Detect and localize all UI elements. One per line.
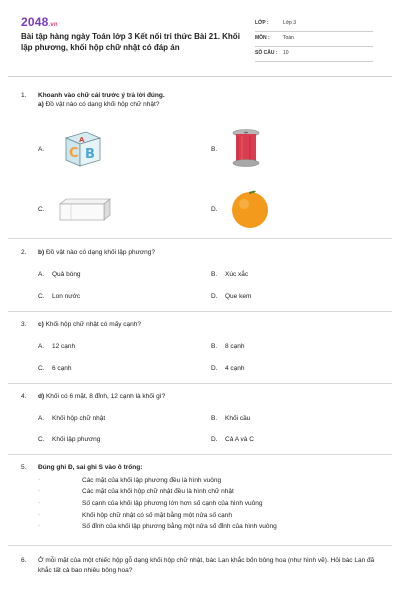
statement-text: Các mặt của khối lập phương đều là hình vuông [82,477,222,484]
question-label: b) [38,249,45,256]
option-text: Que kem [225,293,252,300]
option-text: 8 cạnh [225,343,245,350]
q3-option-b[interactable] [211,343,245,350]
question-body: Đồ vật nào có dạng khối lập phương? [45,249,156,256]
question-body: Khối hộp chữ nhật có mấy cạnh? [45,321,142,328]
statement-text: Số cạnh của khối lập phương lớn hơn số cạnh của hình vuông [82,500,263,507]
thread-spool-image [230,128,262,168]
option-text: 4 cạnh [225,365,245,372]
question-divider [8,238,392,239]
option-text: Khối hộp chữ nhật [52,415,106,422]
rectangular-eraser-image [58,196,112,222]
q2-option-c[interactable] [38,293,80,300]
orange-fruit-image [230,189,270,229]
question-divider [8,454,392,455]
option-text: Lon nước [52,293,81,300]
statement-text: Các mặt của khối hộp chữ nhật đều là hình chữ nhật [82,488,234,495]
option-letter: A. [38,271,45,278]
question-6 [21,556,381,580]
option-text: Quả bóng [52,271,81,278]
meta-row-subject [255,32,373,47]
option-text: Khối lập phương [52,436,101,443]
header-divider [8,76,392,77]
q2-option-b[interactable] [211,271,248,278]
option-letter: A. [38,415,45,422]
answer-box[interactable]: · [38,511,41,518]
option-letter: D. [211,365,218,372]
meta-value: Toán [283,35,294,41]
answer-box[interactable]: · [38,522,41,529]
option-letter: B. [211,343,218,350]
q1-option-d[interactable] [211,206,225,213]
question-divider [8,383,392,384]
q1-option-a[interactable] [38,146,52,153]
option-letter: B. [211,271,218,278]
statement-text: Khối hộp chữ nhật có số mặt bằng một nửa số cạnh [82,512,232,519]
question-number: 4. [21,393,27,400]
option-text: 6 cạnh [52,365,72,372]
question-text [38,320,378,330]
question-number: 6. [21,557,27,564]
q4-option-b[interactable] [211,415,250,422]
question-divider [8,311,392,312]
option-letter: C. [38,293,45,300]
answer-box[interactable]: · [38,487,41,494]
q3-option-c[interactable] [38,365,72,372]
option-letter: A. [38,343,45,350]
q1-option-c[interactable] [38,206,52,213]
svg-text:B: B [85,147,95,162]
question-label: d) [38,393,45,400]
option-letter: D. [211,293,218,300]
site-logo[interactable] [21,15,58,29]
q3-option-d[interactable] [211,365,245,372]
option-letter: B. [211,146,218,153]
option-letter: D. [211,206,218,213]
document-title: Bài tập hàng ngày Toán lớp 3 Kết nối tri thức Bài 21. Khối lập phương, khối hộp chữ nhật có đáp án [21,32,240,52]
question-number: 5. [21,464,27,471]
q2-option-d[interactable] [211,293,251,300]
q1-option-b[interactable] [211,146,225,153]
option-letter: D. [211,436,218,443]
option-text: 12 cạnh [52,343,76,350]
question-text: Ở mỗi mặt của một chiếc hộp gỗ dạng khối hộp chữ nhật, bác Lan khắc bốn bông hoa (như hình vẽ). Hỏi bác Lan đã khắc tất cả bao nhiêu bông hoa? [38,557,375,574]
option-letter: C. [38,365,45,372]
abc-toy-block-image [62,128,104,170]
meta-row-count [255,47,373,62]
q2-option-a[interactable] [38,271,81,278]
question-text [38,392,378,402]
q3-option-a[interactable] [38,343,75,350]
meta-key: SỐ CÂU : [255,50,278,56]
option-letter: C. [38,206,45,213]
logo-main: 2048 [21,15,49,29]
question-instruction: Đúng ghi Đ, sai ghi S vào ô trống: [38,464,143,471]
question-instruction: Khoanh vào chữ cái trước ý trả lời đúng. [38,92,165,99]
question-3 [21,320,381,330]
answer-box[interactable]: · [38,499,41,506]
meta-row-class [255,17,373,32]
q4-option-c[interactable] [38,436,100,443]
meta-value: Lớp 3 [283,20,297,26]
q4-option-a[interactable] [38,415,105,422]
meta-key: LỚP : [255,20,269,26]
question-number: 2. [21,249,27,256]
question-text [38,248,378,258]
question-number: 1. [21,92,27,99]
question-2 [21,248,381,258]
question-divider [8,545,392,546]
option-letter: B. [211,415,218,422]
meta-key: MÔN : [255,35,270,41]
q4-option-d[interactable] [211,436,254,443]
svg-text:A: A [79,136,85,144]
option-letter: C. [38,436,45,443]
sub-text: Đồ vật nào có dạng khối hộp chữ nhật? [45,101,160,108]
svg-text:C: C [69,146,79,161]
meta-table [255,17,373,62]
option-text: Khối cầu [225,415,251,422]
question-number: 3. [21,321,27,328]
meta-value: 10 [283,50,289,56]
question-5 [21,463,381,473]
answer-box[interactable]: · [38,476,41,483]
option-letter: A. [38,146,45,153]
logo-suffix: .vn [48,22,58,28]
sub-label: a) [38,101,44,108]
question-body: Khối có 6 mặt, 8 đỉnh, 12 cạnh là khối gì? [45,393,166,400]
option-text: Xúc xắc [225,271,249,278]
question-label: c) [38,321,44,328]
question-1-sub [38,101,159,108]
option-text: Cả A và C [225,436,254,443]
question-4 [21,392,381,402]
statement-text: Số đỉnh của khối lập phương bằng một nửa số đỉnh của hình vuông [82,523,277,530]
